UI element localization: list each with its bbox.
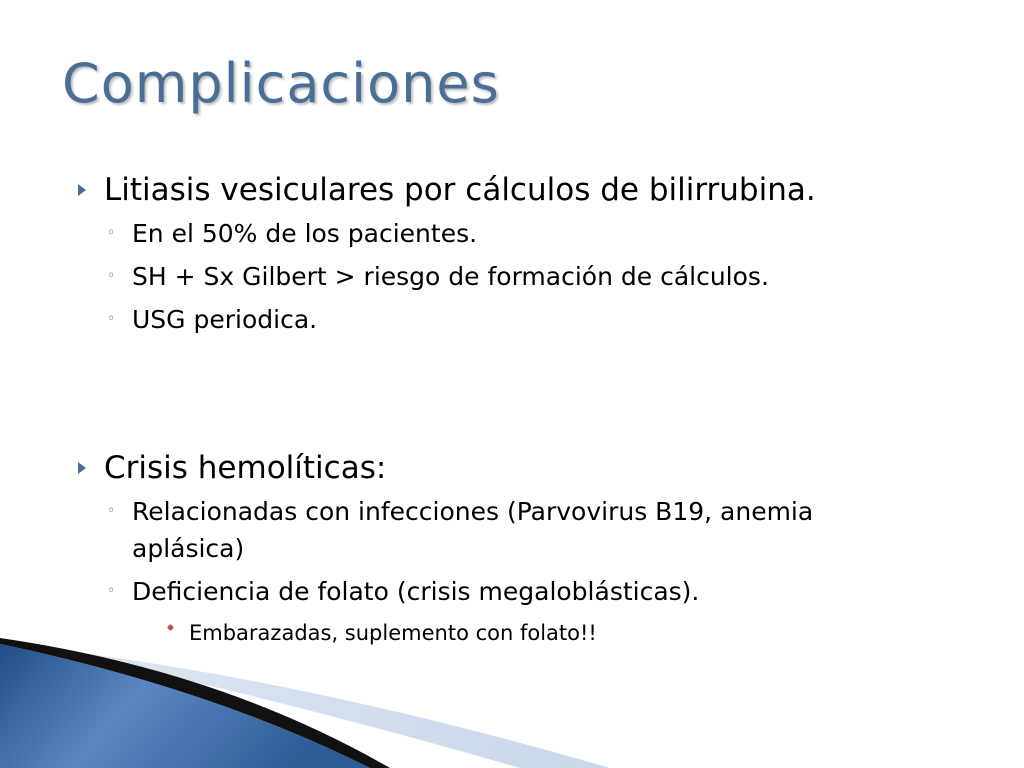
circle-bullet-icon: ◦: [107, 583, 116, 599]
sub-bullet: [76, 570, 976, 613]
sub-bullet-text: Deficiencia de folato (crisis megaloblásticas).: [132, 577, 700, 606]
sub-bullet-text: SH + Sx Gilbert > riesgo de formación de cálculos.: [132, 262, 769, 291]
circle-bullet-icon: ◦: [107, 268, 116, 284]
sub-bullet-text: En el 50% de los pacientes.: [132, 219, 478, 248]
sub-sub-bullet-text: Embarazadas, suplemento con folato!!: [189, 621, 597, 645]
circle-bullet-icon: ◦: [107, 503, 116, 519]
square-bullet-icon: [167, 624, 174, 631]
sub-bullet: [76, 212, 976, 255]
bullet-crisis: [76, 446, 976, 490]
sub-bullet: [76, 490, 892, 570]
sub-bullet-text: USG periodica.: [132, 305, 318, 334]
bullet-litiasis: [76, 168, 976, 212]
spacer: [76, 341, 976, 446]
sub-bullet: [76, 255, 976, 298]
slide-title: Complicaciones: [62, 52, 500, 115]
sub-bullet-text: Relacionadas con infecciones (Parvovirus B19, anemia aplásica): [132, 497, 814, 563]
sub-bullet: [76, 298, 976, 341]
slide-body: [76, 168, 976, 653]
triangle-right-icon: [78, 462, 86, 474]
triangle-right-icon: [78, 184, 86, 196]
circle-bullet-icon: ◦: [107, 311, 116, 327]
bullet-text: Litiasis vesiculares por cálculos de bilirrubina.: [104, 172, 816, 208]
circle-bullet-icon: ◦: [107, 225, 116, 241]
decorative-swoosh: [0, 638, 1024, 768]
bullet-text: Crisis hemolíticas:: [104, 450, 387, 486]
